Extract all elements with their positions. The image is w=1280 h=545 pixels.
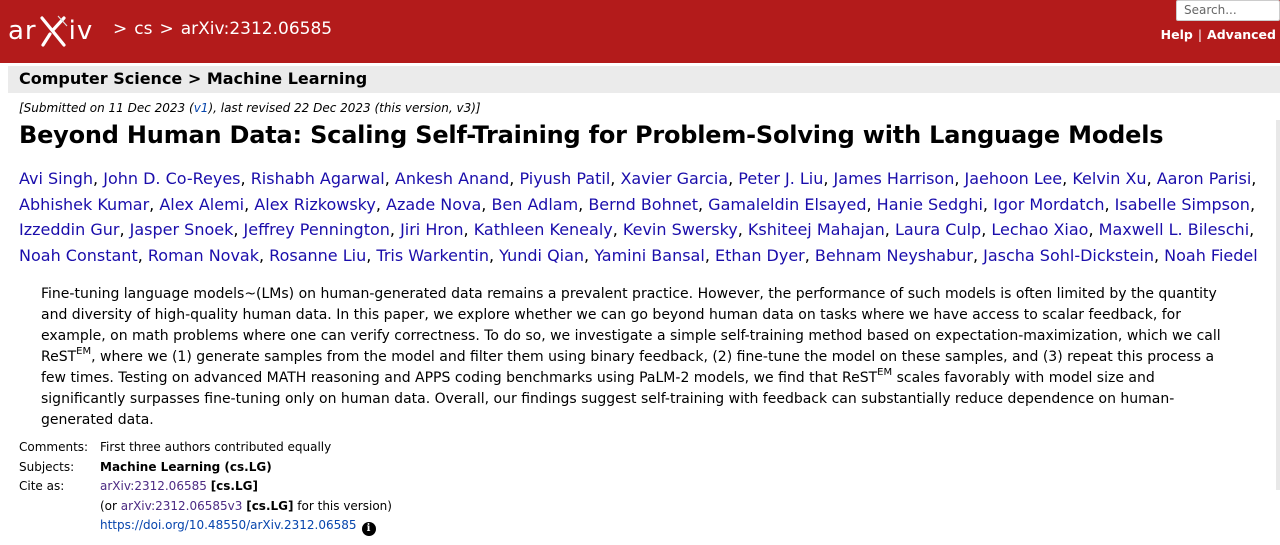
- author-separator: ,: [93, 169, 104, 188]
- author-separator: ,: [384, 169, 395, 188]
- advanced-search-link[interactable]: Advanced: [1207, 27, 1276, 42]
- author-separator: ,: [1104, 194, 1115, 214]
- author-separator: ,: [509, 169, 520, 188]
- author-separator: ,: [244, 194, 255, 214]
- author-link[interactable]: Noah Fiedel: [1164, 245, 1258, 265]
- author-separator: ,: [240, 169, 251, 188]
- comments-label: Comments:: [19, 440, 89, 454]
- author-separator: ,: [698, 194, 709, 214]
- author-link[interactable]: Hanie Sedghi: [876, 194, 983, 214]
- doi-link[interactable]: https://doi.org/10.48550/arXiv.2312.06585: [100, 518, 357, 532]
- author-link[interactable]: Jascha Sohl-Dickstein: [983, 245, 1154, 265]
- author-list: [19, 166, 1277, 268]
- author-separator: ,: [259, 245, 270, 265]
- author-link[interactable]: Kevin Swersky: [622, 220, 738, 239]
- author-link[interactable]: Noah Constant: [19, 245, 138, 265]
- author-separator: ,: [610, 169, 621, 188]
- logo-text-left: ar: [8, 16, 37, 46]
- author-separator: ,: [866, 194, 877, 214]
- author-link[interactable]: Yamini Bansal: [594, 245, 705, 265]
- author-separator: ,: [954, 169, 965, 188]
- author-link[interactable]: Ankesh Anand: [394, 169, 510, 188]
- author-separator: ,: [737, 220, 748, 239]
- author-link[interactable]: Azade Nova: [386, 194, 482, 214]
- dateline-suffix: ), last revised 22 Dec 2023 (this version, v3)]: [208, 101, 481, 115]
- author-separator: ,: [481, 194, 492, 214]
- subjects-label: Subjects:: [19, 459, 75, 474]
- version-v1-link[interactable]: v1: [193, 101, 209, 115]
- author-link[interactable]: Peter J. Liu: [738, 169, 824, 188]
- author-link[interactable]: Ethan Dyer: [714, 245, 805, 265]
- version-cite-suffix: for this version): [293, 498, 392, 513]
- comments-row: [19, 438, 392, 458]
- abstract-superscript: EM: [877, 367, 893, 379]
- paper-title: Beyond Human Data: Scaling Self-Training for Problem-Solving with Language Models: [19, 121, 1164, 149]
- logo-x-icon: [38, 14, 68, 48]
- author-link[interactable]: Roman Novak: [147, 245, 259, 265]
- author-separator: ,: [149, 194, 160, 214]
- author-separator: ,: [375, 194, 387, 214]
- comments-value: First three authors contributed equally: [100, 440, 332, 454]
- cite-link[interactable]: arXiv:2312.06585: [100, 479, 207, 493]
- dateline-prefix: [Submitted on 11 Dec 2023 (: [19, 101, 194, 115]
- abstract-text: Fine-tuning language models~(LMs) on human-generated data remains a prevalent practice. However, the performance of such models is often limited by the quantity and diversity of high-quality human data. In this paper, we explore whether we can go beyond human data on tasks where we have access to scalar feedback, for example, on math problems where one can verify correctness. To do so, we investigate a simple self-training method based on expectation-maximization, which we call ReST: [41, 286, 1221, 365]
- logo-text-right: iv: [68, 16, 94, 46]
- author-line: [19, 166, 1277, 192]
- info-icon[interactable]: i: [362, 522, 376, 536]
- author-link[interactable]: Tris Warkentin: [376, 245, 489, 265]
- author-separator: ,: [704, 245, 715, 265]
- author-link[interactable]: Avi Singh: [19, 169, 94, 188]
- author-link[interactable]: Xavier Garcia: [620, 169, 729, 188]
- author-link[interactable]: Ben Adlam: [491, 194, 579, 214]
- site-header: [0, 0, 1280, 63]
- author-separator: ,: [119, 220, 130, 239]
- author-link[interactable]: Rosanne Liu: [269, 245, 367, 265]
- author-link[interactable]: Gamaleldin Elsayed: [708, 194, 867, 214]
- author-separator: ,: [1153, 245, 1165, 265]
- author-link[interactable]: Maxwell L. Bileschi: [1098, 220, 1250, 239]
- submission-dateline: [19, 101, 481, 115]
- author-separator: ,: [366, 245, 377, 265]
- author-link[interactable]: Behnam Neyshabur: [814, 245, 973, 265]
- author-separator: ,: [584, 245, 595, 265]
- author-link[interactable]: Kelvin Xu: [1072, 169, 1147, 188]
- author-separator: ,: [137, 245, 148, 265]
- author-link[interactable]: Kshiteej Mahajan: [747, 220, 885, 239]
- author-separator: ,: [804, 245, 815, 265]
- author-separator: ,: [1249, 194, 1256, 214]
- author-link[interactable]: Aaron Parisi: [1156, 169, 1252, 188]
- author-link[interactable]: Rishabh Agarwal: [250, 169, 385, 188]
- author-line: [19, 243, 1277, 269]
- version-cite-row: [19, 497, 392, 517]
- author-link[interactable]: Kathleen Kenealy: [473, 220, 613, 239]
- author-line: [19, 192, 1277, 218]
- breadcrumb: [106, 19, 332, 39]
- subjects-row: [19, 458, 392, 478]
- header-links: [1161, 27, 1276, 42]
- author-separator: ,: [463, 220, 474, 239]
- cite-label: Cite as:: [19, 479, 65, 493]
- author-separator: ,: [972, 245, 984, 265]
- version-cite-tag: [cs.LG]: [246, 498, 294, 513]
- author-separator: ,: [612, 220, 623, 239]
- abstract-text: scales favorably with model size and significantly surpasses fine-tuning only on human data. Overall, our findings suggest self-training with feedback can substantially reduce dependence on human-generated data.: [41, 370, 1175, 428]
- author-link[interactable]: Alex Rizkowsky: [254, 194, 376, 214]
- search-input[interactable]: Search...: [1176, 0, 1280, 21]
- author-link[interactable]: Jaehoon Lee: [964, 169, 1063, 188]
- author-link[interactable]: John D. Co-Reyes: [103, 169, 241, 188]
- header-links-separator: |: [1197, 27, 1203, 42]
- author-separator: ,: [1251, 169, 1257, 188]
- author-link[interactable]: Jeffrey Pennington: [243, 220, 390, 239]
- author-separator: ,: [823, 169, 834, 188]
- author-separator: ,: [578, 194, 589, 214]
- author-separator: ,: [389, 220, 401, 239]
- author-link[interactable]: Jiri Hron: [400, 220, 464, 239]
- author-separator: ,: [233, 220, 244, 239]
- author-link[interactable]: Yundi Qian: [499, 245, 585, 265]
- abstract: [41, 284, 1233, 431]
- author-separator: ,: [488, 245, 500, 265]
- help-link[interactable]: Help: [1160, 27, 1193, 42]
- author-link[interactable]: Piyush Patil: [519, 169, 611, 188]
- author-separator: ,: [981, 220, 992, 239]
- author-separator: ,: [1062, 169, 1073, 188]
- author-separator: ,: [1249, 220, 1255, 239]
- version-cite-link[interactable]: arXiv:2312.06585v3: [120, 498, 243, 513]
- subject-bar: [8, 66, 1280, 93]
- author-link[interactable]: Igor Mordatch: [993, 194, 1105, 214]
- author-link[interactable]: Isabelle Simpson: [1114, 194, 1250, 214]
- cite-row: [19, 477, 392, 497]
- author-separator: ,: [884, 220, 895, 239]
- author-separator: ,: [1146, 169, 1157, 188]
- author-separator: ,: [1088, 220, 1099, 239]
- subjects-value: Machine Learning (cs.LG): [100, 459, 272, 474]
- author-link[interactable]: Lechao Xiao: [991, 220, 1089, 239]
- abstract-superscript: EM: [76, 346, 92, 358]
- metadata-table: [19, 438, 392, 536]
- breadcrumb-cs[interactable]: cs: [134, 19, 153, 39]
- author-line: [19, 217, 1277, 243]
- version-cite-prefix: (or: [100, 498, 121, 513]
- author-separator: ,: [982, 194, 994, 214]
- author-link[interactable]: Bernd Bohnet: [588, 194, 698, 214]
- author-link[interactable]: Laura Culp: [894, 220, 982, 239]
- author-link[interactable]: James Harrison: [833, 169, 955, 188]
- subject-heading: Computer Science > Machine Learning: [19, 69, 368, 88]
- author-link[interactable]: Izzeddin Gur: [19, 220, 120, 239]
- cite-tag: [cs.LG]: [210, 479, 258, 493]
- doi-row: [19, 516, 392, 536]
- scrollbar[interactable]: [1276, 120, 1280, 490]
- breadcrumb-separator: >: [159, 19, 174, 39]
- breadcrumb-separator: >: [113, 19, 128, 39]
- abstract-text: , where we (1) generate samples from the model and filter them using binary feedback, (2) fine-tune the model on these samples, and (3) repeat this process a few times. Testing on advanced MATH reasoning and APPS coding benchmarks using PaLM-2 models, we find that ReST: [41, 349, 1215, 386]
- author-link[interactable]: Alex Alemi: [159, 194, 245, 214]
- author-separator: ,: [728, 169, 739, 188]
- breadcrumb-paper-id[interactable]: arXiv:2312.06585: [180, 19, 333, 39]
- author-link[interactable]: Abhishek Kumar: [19, 194, 150, 214]
- arxiv-logo[interactable]: [8, 14, 93, 48]
- author-link[interactable]: Jasper Snoek: [129, 220, 234, 239]
